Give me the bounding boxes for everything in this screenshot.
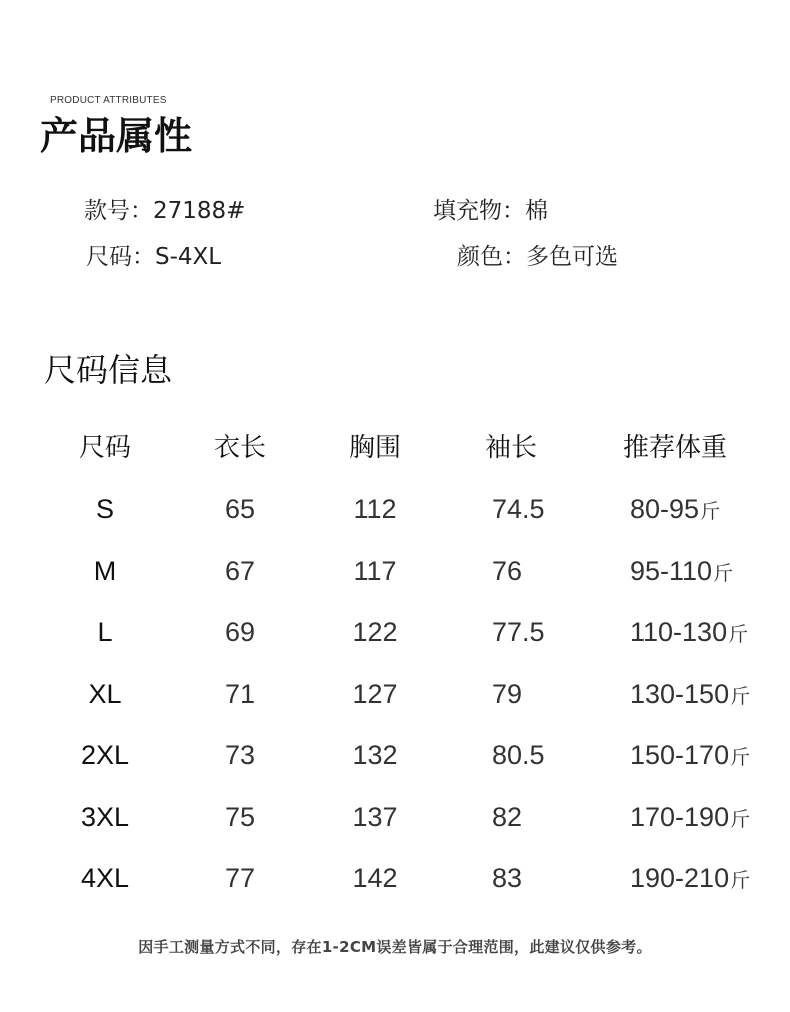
weight-value: 95-110 xyxy=(630,555,713,586)
cell-chest: 127 xyxy=(352,678,398,709)
cell-size: 4XL xyxy=(80,863,130,893)
cell-chest: 132 xyxy=(352,740,398,770)
table-row xyxy=(0,609,790,655)
cell-chest: 137 xyxy=(352,801,398,832)
table-row xyxy=(0,855,790,901)
cell-weight xyxy=(630,609,748,655)
footnote: 因手工测量方式不同，存在1-2CM误差皆属于合理范围，此建议仅供参考。 xyxy=(138,938,652,956)
cell-length: 67 xyxy=(224,555,256,586)
cell-size: M xyxy=(93,555,117,586)
weight-value: 170-190 xyxy=(630,801,730,832)
cell-sleeve: 79 xyxy=(492,678,523,709)
weight-unit: 斤 xyxy=(730,870,751,892)
cell-sleeve: 83 xyxy=(492,863,523,893)
col-header-length: 衣长 xyxy=(213,433,267,463)
cell-size: 3XL xyxy=(80,801,130,832)
eyebrow-label: PRODUCT ATTRIBUTES xyxy=(50,95,167,106)
weight-unit: 斤 xyxy=(728,624,749,646)
cell-weight xyxy=(630,732,750,778)
weight-unit: 斤 xyxy=(700,501,721,523)
weight-value: 130-150 xyxy=(630,678,730,709)
cell-size: XL xyxy=(88,678,122,709)
cell-length: 73 xyxy=(224,740,256,770)
table-row xyxy=(0,671,790,717)
attr-size-range: 尺码：S-4XL xyxy=(86,244,222,270)
weight-value: 80-95 xyxy=(630,494,700,524)
cell-sleeve: 77.5 xyxy=(492,617,545,647)
col-header-size: 尺码 xyxy=(78,433,132,463)
cell-length: 75 xyxy=(224,801,256,832)
cell-weight xyxy=(630,486,720,532)
cell-weight xyxy=(630,548,733,594)
cell-length: 71 xyxy=(224,678,256,709)
page-title: 产品属性 xyxy=(40,114,193,158)
table-row xyxy=(0,732,790,778)
cell-sleeve: 74.5 xyxy=(492,494,545,524)
weight-unit: 斤 xyxy=(730,808,751,831)
cell-chest: 112 xyxy=(353,494,397,524)
cell-size: 2XL xyxy=(80,740,130,770)
cell-size: S xyxy=(95,494,115,524)
table-row xyxy=(0,548,790,594)
weight-unit: 斤 xyxy=(730,685,751,708)
cell-weight xyxy=(630,855,750,901)
cell-sleeve: 76 xyxy=(492,555,523,586)
attr-color: 颜色：多色可选 xyxy=(457,244,618,270)
size-section-title: 尺码信息 xyxy=(44,351,173,389)
cell-weight xyxy=(630,671,750,717)
col-header-sleeve: 袖长 xyxy=(484,433,538,463)
cell-sleeve: 80.5 xyxy=(492,740,545,770)
col-header-weight: 推荐体重 xyxy=(622,433,728,463)
cell-length: 69 xyxy=(224,617,256,647)
table-row xyxy=(0,486,790,532)
cell-weight xyxy=(630,794,750,840)
table-header-row xyxy=(0,425,790,471)
cell-length: 77 xyxy=(224,863,256,893)
cell-sleeve: 82 xyxy=(492,801,523,832)
cell-chest: 122 xyxy=(352,617,398,647)
weight-value: 150-170 xyxy=(630,740,730,770)
cell-length: 65 xyxy=(224,494,256,524)
attr-style-no: 款号：27188# xyxy=(84,198,246,224)
table-row xyxy=(0,794,790,840)
cell-chest: 117 xyxy=(353,555,397,586)
weight-unit: 斤 xyxy=(713,562,734,585)
col-header-chest: 胸围 xyxy=(348,433,402,463)
weight-unit: 斤 xyxy=(730,747,751,769)
weight-value: 110-130 xyxy=(630,617,728,647)
cell-chest: 142 xyxy=(352,863,398,893)
cell-size: L xyxy=(97,617,113,647)
attr-filling: 填充物：棉 xyxy=(433,198,548,224)
weight-value: 190-210 xyxy=(630,863,730,893)
